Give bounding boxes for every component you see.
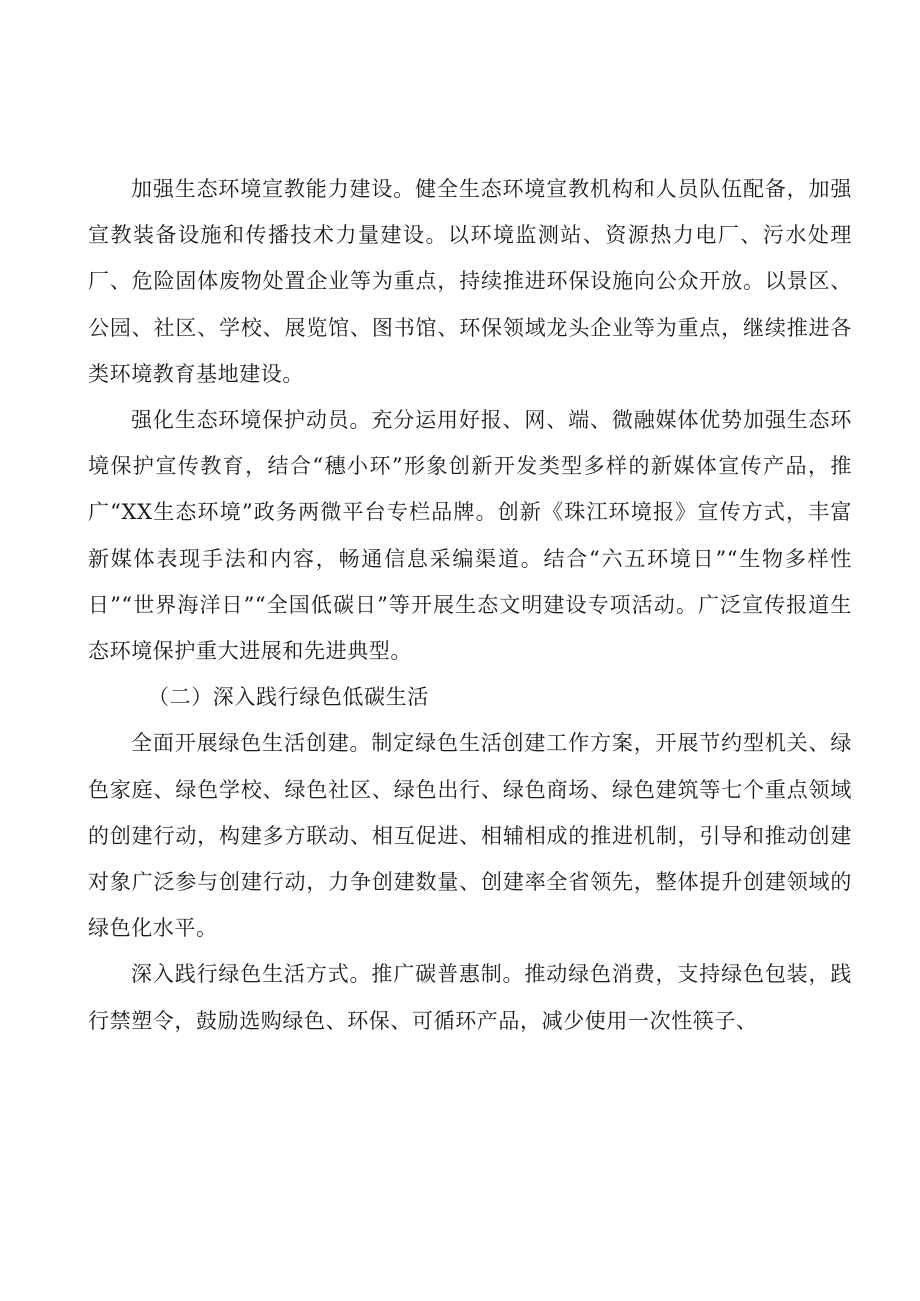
paragraph-protection-mobilization: 强化生态环境保护动员。充分运用好报、网、端、微融媒体优势加强生态环境保护宣传教育，结合“穗小环”形象创新开发类型多样的新媒体宣传产品，推广“XX生态环境”政务两微平台专栏品牌。创新《珠江环境报》宣传方式，丰富新媒体表现手法和内容，畅通信息采编渠道。结合“六五环境日”“生物多样性日”“世界海洋日”“全国低碳日”等开展生态文明建设专项活动。广泛宣传报道生态环境保护重大进展和先进典型。 — [88, 408, 852, 664]
document-body — [88, 166, 852, 1044]
paragraph-education-capacity: 加强生态环境宣教能力建设。健全生态环境宣教机构和人员队伍配备，加强宣教装备设施和传播技术力量建设。以环境监测站、资源热力电厂、污水处理厂、危险固体废物处置企业等为重点，持续推进环保设施向公众开放。以景区、公园、社区、学校、展览馆、图书馆、环保领域龙头企业等为重点，继续推进各类环境教育基地建设。 — [88, 177, 852, 386]
paragraph-green-lifestyle: 深入践行绿色生活方式。推广碳普惠制。推动绿色消费，支持绿色包装，践行禁塑令，鼓励选购绿色、环保、可循环产品，减少使用一次性筷子、 — [88, 962, 852, 1033]
section-heading: （二）深入践行绿色低碳生活 — [148, 685, 429, 710]
paragraph-green-life-creation: 全面开展绿色生活创建。制定绿色生活创建工作方案，开展节约型机关、绿色家庭、绿色学校、绿色社区、绿色出行、绿色商场、绿色建筑等七个重点领域的创建行动，构建多方联动、相互促进、相辅相成的推进机制，引导和推动创建对象广泛参与创建行动，力争创建数量、创建率全省领先，整体提升创建领域的绿色化水平。 — [88, 731, 852, 941]
